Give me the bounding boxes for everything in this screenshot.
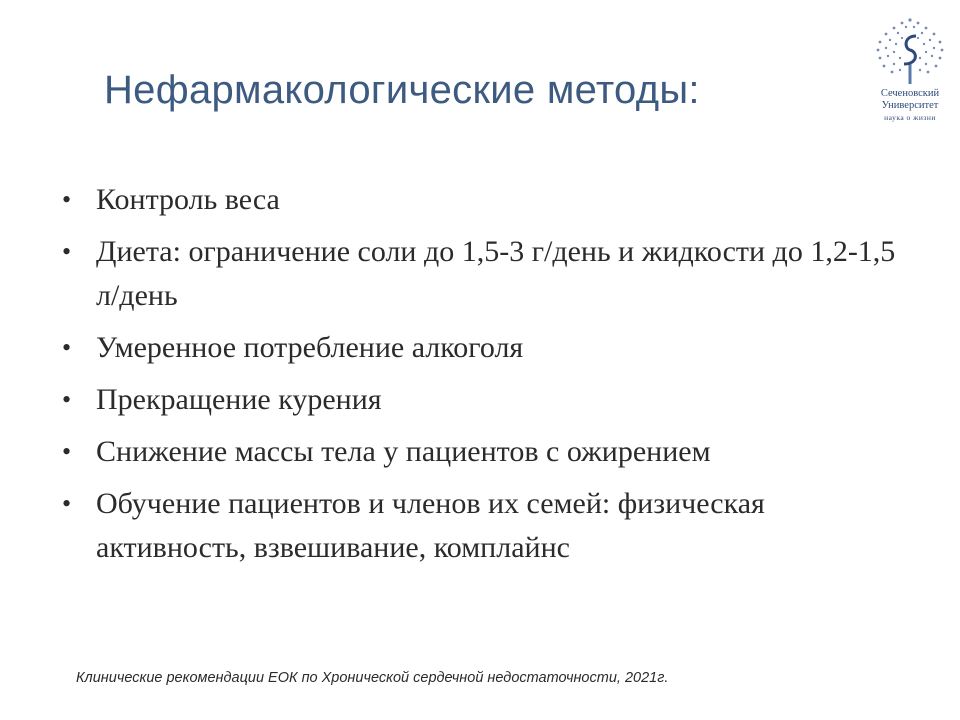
logo-line-1: Сеченовский: [880, 88, 940, 99]
logo-line-3: наука о жизни: [884, 113, 936, 122]
tree-logo-icon: [866, 14, 954, 88]
bullet-icon: •: [62, 333, 72, 362]
bullet-item: [58, 230, 898, 318]
bullet-icon: •: [62, 437, 72, 466]
bullet-text: Контроль веса: [96, 183, 280, 216]
bullet-text: Диета: ограничение соли до 1,5-3 г/день и жидкости до 1,2-1,5 л/день: [96, 235, 896, 312]
bullet-item: [58, 430, 898, 474]
footer-citation: Клинические рекомендации ЕОК по Хронической сердечной недостаточности, 2021г.: [76, 670, 669, 686]
bullet-item: [58, 378, 898, 422]
bullet-icon: •: [62, 185, 72, 214]
slide-title: Нефармакологические методы:: [104, 68, 700, 112]
bullet-icon: •: [62, 385, 72, 414]
bullet-item: [58, 178, 898, 222]
sechenov-university-logo: [866, 14, 954, 126]
bullet-text: Прекращение курения: [96, 383, 382, 416]
bullet-text: Снижение массы тела у пациентов с ожирением: [96, 435, 711, 468]
bullet-item: [58, 326, 898, 370]
bullet-icon: •: [62, 237, 72, 266]
bullet-list: [58, 178, 898, 578]
bullet-item: [58, 482, 898, 570]
logo-line-2: Университет: [881, 100, 939, 111]
bullet-text: Умеренное потребление алкоголя: [96, 331, 524, 364]
bullet-text: Обучение пациентов и членов их семей: физическая активность, взвешивание, комплайнс: [96, 487, 765, 564]
bullet-icon: •: [62, 489, 72, 518]
